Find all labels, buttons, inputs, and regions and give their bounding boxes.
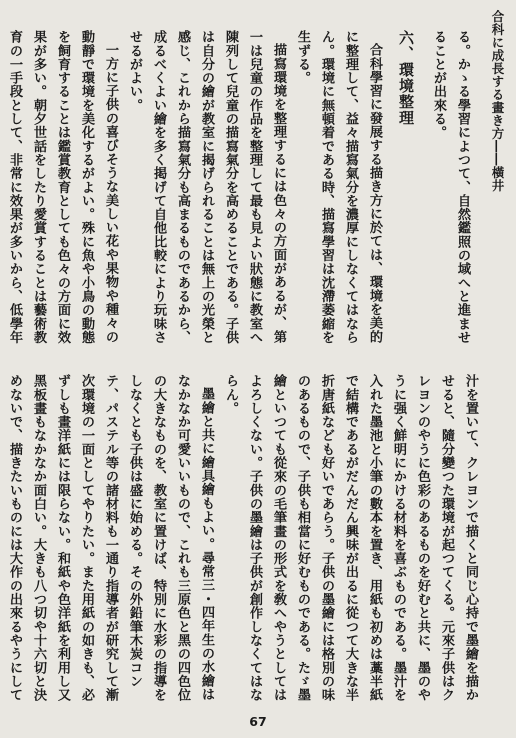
paragraph: 一方に子供の喜びそうな美しい花や果物や種々の動靜で環境を美化するがよい。殊に魚や小鳥の動態を飼育することは鑑賞教育としても色々の方面に效果が多い。朝夕世話をしたり愛賞することは藝術教育の一手段として、非常に效果が多いから、低學年 <box>7 30 118 344</box>
paragraph: 合科學習に發展する描き方に於ては、環境を美的に整理して、益々描寫氣分を濃厚にしなくてはならん。環境に無頓着である時、描寫學習は沈滯萎縮を生ずる。 <box>295 30 382 344</box>
paragraph: 描寫環境を整理するには色々の方面があるが、第一は兒童の作品を整理して最も見よい狀態に教室へ陳列して兒童の描寫氣分を高めることである。子供は自分の繪が教室に揭げられることは無上の光榮と感じ、これから描寫氣分も高まるものであるから、成るべくよい繪を多く掲げて自他比較により玩味させるがよい。 <box>127 30 286 344</box>
lower-text-block <box>7 374 482 704</box>
running-header: 合科に成長する畫き方――橫井 <box>490 10 505 192</box>
upper-text-block <box>7 30 474 350</box>
carry-over-paragraph: る。かゝる學習によつて、自然鑑照の域へと進ませることが出來る。 <box>431 30 470 344</box>
paragraph: 墨繪と共に繪具繪もよい。尋常三・四年生の水繪はなかなか可愛いいもので、これも三原色と黑の四色位の大きなものを、教室に置けば、特別に水彩の指導をしなくとも子供は盛に始める。その外鉛筆木炭コンテ、パステル等の諸材料も一通り指導者が研究して漸次環境の一面としてやりたい。また用紙の如きも、必ずしも畫洋紙には限らない。和紙や色洋紙を利用し又黑板畫もなかなか面白い。大きも八つ切や十六切と決めないで、描きたいものには大作の出來るやうにして <box>7 374 214 702</box>
paragraph: 汁を置いて、クレヨンで描くと同じ心持で墨繪を描かせると、隨分變つた環境が起つてくる。元來子供はクレヨンのやうに色彩のあるものを好むと共に、墨のやうに强く鮮明にかける材料を喜ぶものである。墨汁を入れた墨池と小筆の數本を置き、用紙も初めは藁半紙で結構であるがだんだん興味が出るに從つて大きな半折唐紙なども好いであらう。子供の墨繪には格別の味のあるもので、子供も相當に好むものである。たゞ墨繪といつても從來の毛筆畫の形式を敎へやうとしてはよろしくない。子供の墨繪は子供が創作しなくてはならん。 <box>223 374 478 702</box>
section-heading-6 <box>394 30 418 350</box>
page-number: 67 <box>249 714 267 729</box>
section-title: 環境整理 <box>397 62 415 126</box>
section-number: 六、 <box>397 30 415 62</box>
